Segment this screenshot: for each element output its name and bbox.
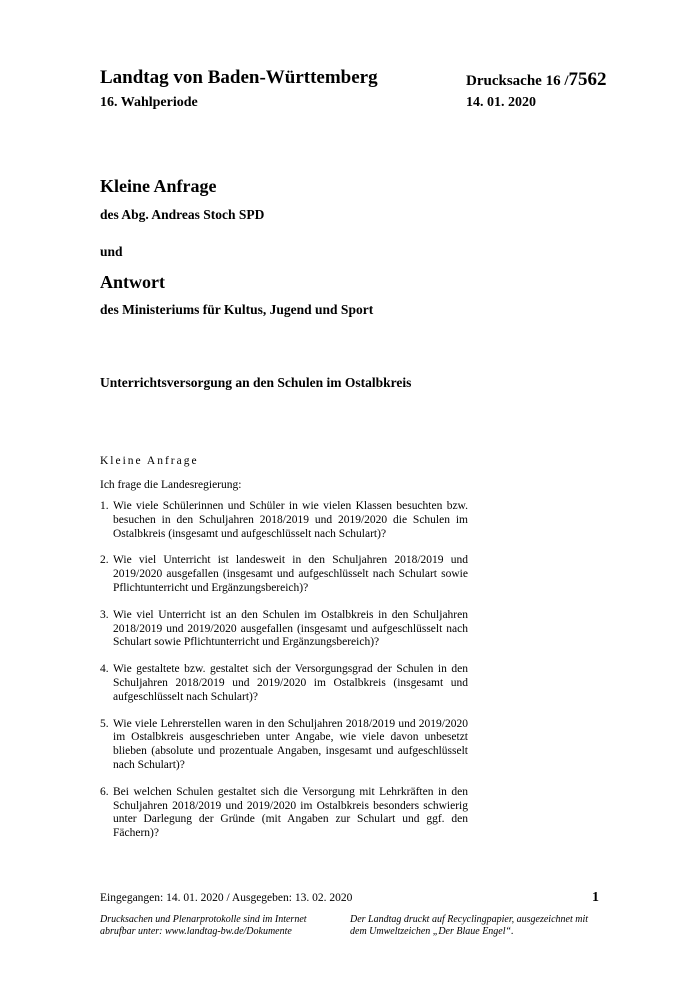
question-text: Wie viele Schülerinnen und Schüler in wie vielen Klassen besuchten bzw. besuchen in den Schuljahren 2018/2019 und 2019/2020 die Schulen im Ostalbkreis (insgesamt und aufgeschlüsselt nach Schulart)? [113,500,468,540]
question-number: 5. [100,717,109,730]
page-number: 1 [592,890,599,905]
author-line: des Abg. Andreas Stoch SPD [100,207,265,222]
question-item [100,609,468,650]
question-item [100,554,468,595]
document-number-value: 7562 [568,69,607,90]
question-text: Bei welchen Schulen gestaltet sich die Versorgung mit Lehrkräften in den Schuljahren 2018/2019 und 2019/2020 im Ostalbkreis besonders schwierig unter Darlegung der Gründe (mit Angaben zur Schulart und ggf. den Fächern)? [113,785,468,840]
question-number: 1. [100,500,109,512]
intro-text: Ich frage die Landesregierung: [100,479,242,491]
section-heading: Kleine Anfrage [100,455,199,467]
question-number: 3. [100,608,109,621]
footnote-internet: Drucksachen und Plenarprotokolle sind im Internet abrufbar unter: www.landtag-bw.de/Dokumente [100,914,307,937]
question-item [100,718,468,773]
question-text: Wie viele Lehrerstellen waren in den Schuljahren 2018/2019 und 2019/2020 im Ostalbkreis ausgeschrieben unter Angabe, wie viele davon unbesetzt blieben (absolute und prozentuale Angaben, insgesamt und aufgeschlüsselt nach Schulart)? [113,717,468,771]
subject-title: Unterrichtsversorgung an den Schulen im Ostalbkreis [100,375,412,390]
question-item [100,786,468,841]
question-list [100,500,468,854]
ministry-line: des Ministeriums für Kultus, Jugend und Sport [100,302,374,317]
parliament-name: Landtag von Baden-Württemberg [100,67,378,88]
question-number: 6. [100,785,109,798]
question-number: 2. [100,554,109,567]
received-issued-dates: Eingegangen: 14. 01. 2020 / Ausgegeben: 13. 02. 2020 [100,892,353,904]
question-number: 4. [100,663,109,676]
question-text: Wie viel Unterricht ist landesweit in den Schuljahren 2018/2019 und 2019/2020 ausgefallen (insgesamt und aufgeschlüsselt nach Schulart sowie Pflichtunterricht und Ergänzungsbereich)? [113,554,468,594]
question-item [100,663,468,704]
question-text: Wie viel Unterricht ist an den Schulen im Ostalbkreis in den Schuljahren 2018/2019 und 2019/2020 ausgefallen (insgesamt und aufgeschlüsselt nach Schulart sowie Pflichtunterricht und Ergänzungsbereich)? [113,608,468,649]
question-item [100,500,468,541]
document-number [466,69,607,91]
question-text: Wie gestaltete bzw. gestaltet sich der Versorgungsgrad der Schulen in den Schuljahren 2018/2019 und 2019/2020 im Ostalbkreis (insgesamt und aufgeschlüsselt nach Schulart)? [113,663,468,703]
conjunction-und: und [100,244,123,259]
title-kleine-anfrage: Kleine Anfrage [100,176,217,196]
title-antwort: Antwort [100,272,165,292]
document-prefix: Drucksache 16 / [466,73,569,89]
footnote-recycling: Der Landtag druckt auf Recyclingpapier, ausgezeichnet mit dem Umweltzeichen „Der Blaue Engel“. [350,914,589,937]
legislative-period: 16. Wahlperiode [100,95,198,110]
document-date: 14. 01. 2020 [466,95,536,110]
